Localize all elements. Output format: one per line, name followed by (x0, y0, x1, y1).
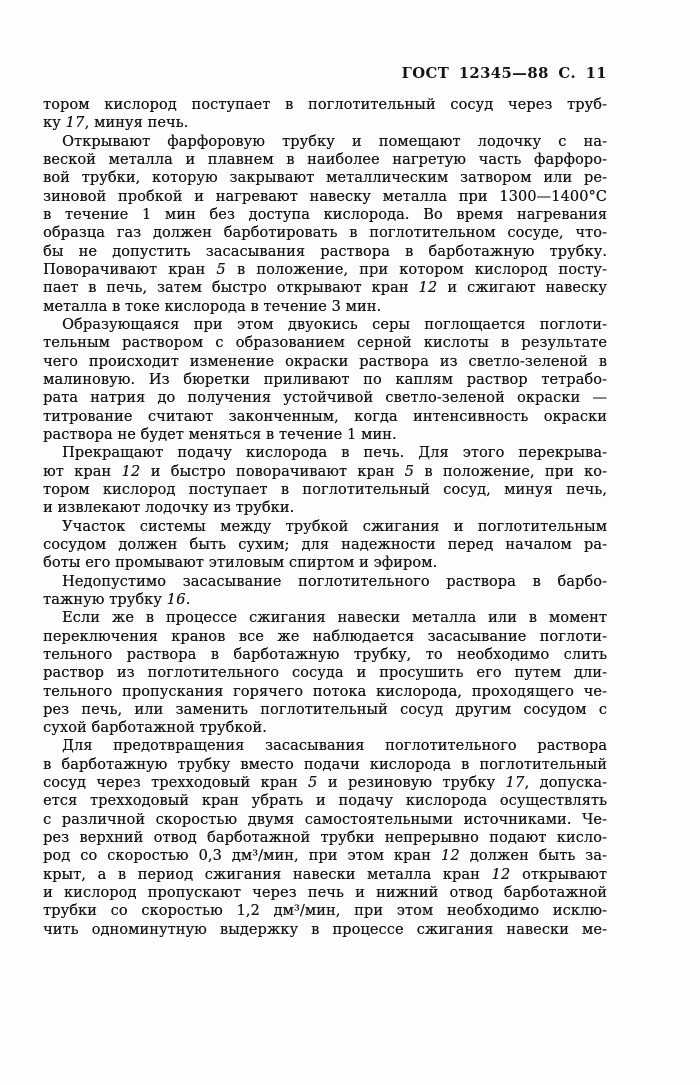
text-line: боты его промывают этиловым спиртом и эфиром. (43, 555, 438, 572)
text-line: пает в печь, затем быстро открывают кран 12 и сжигают навеску (43, 280, 607, 297)
text-line: малиновую. Из бюретки приливают по каплям раствор тетрабо- (43, 371, 607, 388)
text-line: тельного раствора в барботажную трубку, то необходимо слить (43, 646, 607, 663)
text-line: трубки со скоростью 1,2 дм³/мин, при этом необходимо исклю- (43, 903, 607, 920)
text-line: сосуд через трехходовый кран 5 и резиновую трубку 17, допуска- (43, 775, 607, 792)
text-line: и извлекают лодочку из трубки. (43, 500, 295, 517)
text-line: тельного пропускания горячего потока кислорода, проходящего че- (43, 683, 607, 700)
text-line: веской металла и плавнем в наиболее нагретую часть фарфоро- (43, 151, 607, 168)
text-line: титрование считают законченным, когда интенсивность окраски (43, 408, 607, 425)
text-line: ку 17, минуя печь. (43, 115, 189, 132)
text-line: тором кислород поступает в поглотительный сосуд, минуя печь, (43, 481, 607, 498)
text-line: переключения кранов все же наблюдается засасывание поглоти- (43, 628, 607, 645)
text-line: сухой барботажной трубкой. (43, 720, 267, 737)
text-line: ют кран 12 и быстро поворачивают кран 5 в положение, при ко- (43, 463, 607, 480)
text-line: тором кислород поступает в поглотительный сосуд через труб- (43, 97, 607, 113)
text-line: тельным раствором с образованием серной кислоты в результате (43, 335, 607, 352)
text-line: образца газ должен барботировать в поглотительном сосуде, что- (43, 225, 607, 242)
text-line: Для предотвращения засасывания поглотительного раствора (62, 738, 607, 755)
text-line: в барботажную трубку вместо подачи кислорода в поглотительный (43, 756, 607, 773)
text-line: рез печь, или заменить поглотительный сосуд другим сосудом с (43, 701, 607, 718)
text-line: бы не допустить засасывания раствора в барботажную трубку. (43, 243, 607, 260)
text-line: с различной скоростью двумя самостоятельными источниками. Че- (43, 811, 607, 828)
text-line: вой трубки, которую закрывают металлическим затвором или ре- (43, 170, 607, 187)
text-line: тажную трубку 16. (43, 591, 191, 608)
text-line: раствор из поглотительного сосуда и просушить его путем дли- (43, 665, 607, 682)
text-line: Недопустимо засасывание поглотительного раствора в барбо- (62, 573, 607, 590)
text-line: крыт, а в период сжигания навески металла кран 12 открывают (43, 866, 607, 883)
text-line: раствора не будет меняться в течение 1 мин. (43, 426, 397, 443)
text-line: сосудом должен быть сухим; для надежности перед началом ра- (43, 536, 607, 553)
text-line: Образующаяся при этом двуокись серы поглощается поглоти- (62, 316, 607, 333)
text-line: Поворачивают кран 5 в положение, при котором кислород посту- (43, 261, 607, 278)
text-body (43, 96, 607, 939)
text-line: и кислород пропускают через печь и нижний отвод барботажной (43, 885, 607, 902)
text-line: Прекращают подачу кислорода в печь. Для этого перекрыва- (62, 445, 607, 462)
text-line: чить одноминутную выдержку в процессе сжигания навески ме- (43, 921, 607, 938)
text-line: в течение 1 мин без доступа кислорода. Во время нагревания (43, 206, 607, 223)
text-line: ется трехходовый кран убрать и подачу кислорода осуществлять (43, 793, 607, 810)
text-line: Если же в процессе сжигания навески металла или в момент (62, 610, 607, 627)
text-line: Участок системы между трубкой сжигания и поглотительным (62, 518, 607, 535)
text-line: зиновой пробкой и нагревают навеску металла при 1300—1400°С (43, 188, 607, 205)
text-line: Открывают фарфоровую трубку и помещают лодочку с на- (62, 133, 607, 150)
text-line: рез верхний отвод барботажной трубки непрерывно подают кисло- (43, 830, 607, 847)
text-line: металла в токе кислорода в течение 3 мин. (43, 298, 382, 315)
text-line: рата натрия до получения устойчивой светло-зеленой окраски — (43, 390, 607, 407)
text-line: род со скоростью 0,3 дм³/мин, при этом кран 12 должен быть за- (43, 848, 607, 865)
text-line: чего происходит изменение окраски раствора из светло-зеленой в (43, 353, 607, 370)
page-header: ГОСТ 12345—88 С. 11 (401, 65, 607, 82)
